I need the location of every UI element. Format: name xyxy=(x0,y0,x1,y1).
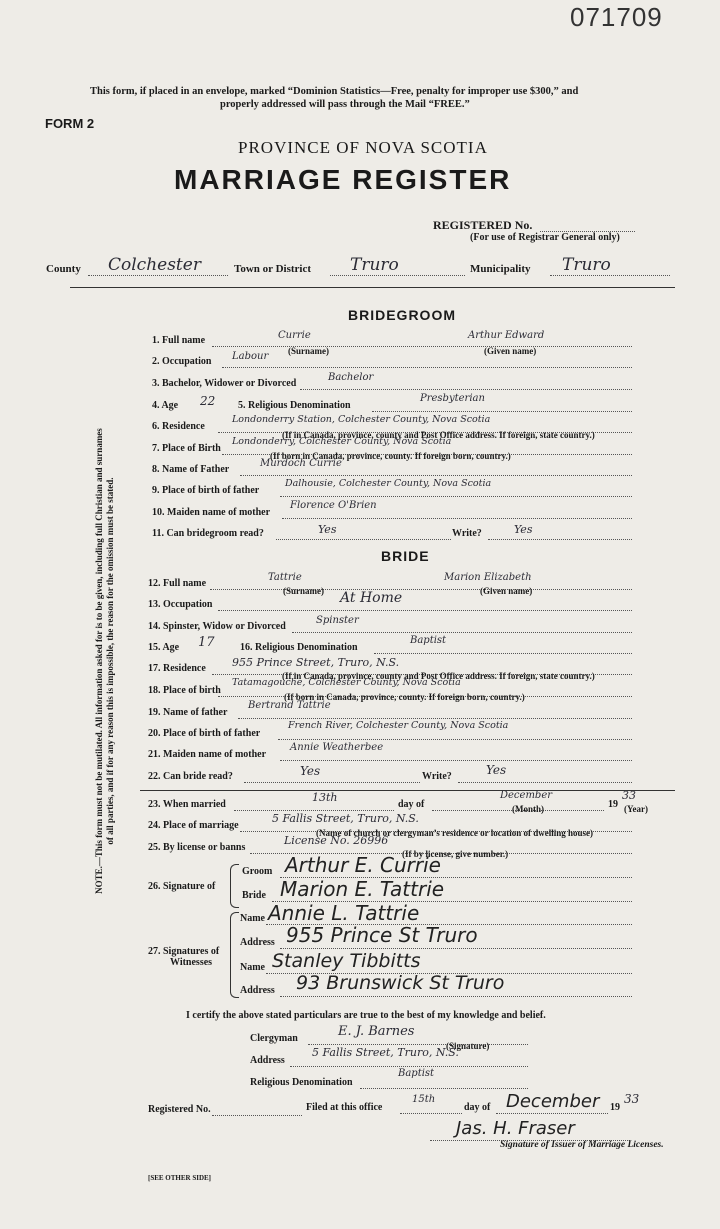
province-heading: PROVINCE OF NOVA SCOTIA xyxy=(238,138,488,157)
groom-write-label: Write? xyxy=(452,528,482,539)
groom-status-label: 3. Bachelor, Widower or Divorced xyxy=(152,378,297,389)
groom-read-label: 11. Can bridegroom read? xyxy=(152,528,264,539)
married-month-caption: (Month) xyxy=(512,804,544,814)
clergy-denomination-label: Religious Denomination xyxy=(250,1077,353,1088)
bride-religion: Baptist xyxy=(410,635,447,646)
witness1-name-label: Name xyxy=(240,913,265,924)
signature-of-label: 26. Signature of xyxy=(148,881,216,892)
married-year-caption: (Year) xyxy=(624,804,648,814)
bride-heading: BRIDE xyxy=(381,548,430,564)
bride-given-caption: (Given name) xyxy=(480,586,533,596)
license-caption: (If by license, give number.) xyxy=(402,849,509,859)
married-month: December xyxy=(500,790,553,801)
license-label: 25. By license or banns xyxy=(148,842,246,853)
bride-signature: Marion E. Tattrie xyxy=(280,877,445,901)
when-married-label: 23. When married xyxy=(148,799,226,810)
witnesses-label-line1: 27. Signatures of xyxy=(148,946,220,957)
groom-birthplace-caption: (If born in Canada, province, county. If foreign born, country.) xyxy=(270,451,511,461)
document-title: MARRIAGE REGISTER xyxy=(174,164,512,195)
witness2-name-label: Name xyxy=(240,962,265,973)
certification-text: I certify the above stated particulars are true to the best of my knowledge and belief. xyxy=(186,1010,546,1021)
bride-father: Bertrand Tattrie xyxy=(248,700,331,711)
bridegroom-heading: BRIDEGROOM xyxy=(348,307,456,323)
issuer-signature: Jas. H. Fraser xyxy=(456,1118,575,1139)
witness2-address: 93 Brunswick St Truro xyxy=(296,972,505,994)
bride-signature-label: Bride xyxy=(242,890,266,901)
filed-day-of-label: day of xyxy=(464,1102,491,1113)
groom-mother-label: 10. Maiden name of mother xyxy=(152,507,271,518)
bride-surname-caption: (Surname) xyxy=(283,586,324,596)
groom-can-read: Yes xyxy=(318,523,337,536)
groom-can-write: Yes xyxy=(514,523,533,536)
bride-father-birth: French River, Colchester County, Nova Scotia xyxy=(288,720,509,731)
groom-residence-caption: (If in Canada, province, county and Post Office address. If foreign, state country.) xyxy=(282,430,595,440)
filed-day: 15th xyxy=(412,1094,436,1105)
postal-notice-line1: This form, if placed in an envelope, marked “Dominion Statistics—Free, penalty for improper use $300,” and xyxy=(90,86,579,97)
municipality-label: Municipality xyxy=(470,263,531,275)
clergyman-label: Clergyman xyxy=(250,1033,298,1044)
municipality-value: Truro xyxy=(562,255,611,275)
bride-occupation: At Home xyxy=(340,590,403,606)
clergyman-signature-caption: (Signature) xyxy=(446,1041,490,1051)
bride-can-write: Yes xyxy=(486,763,507,777)
bride-residence-label: 17. Residence xyxy=(148,663,206,674)
witness1-address-label: Address xyxy=(240,937,275,948)
town-label: Town or District xyxy=(234,263,311,275)
groom-age-label: 4. Age xyxy=(152,400,179,411)
groom-birthplace-label: 7. Place of Birth xyxy=(152,443,221,454)
groom-signature: Arthur E. Currie xyxy=(285,853,441,877)
bride-occupation-label: 13. Occupation xyxy=(148,599,213,610)
bride-given-name: Marion Elizabeth xyxy=(444,572,532,583)
form-label: FORM 2 xyxy=(45,116,95,131)
bride-father-birth-label: 20. Place of birth of father xyxy=(148,728,261,739)
clergy-denomination: Baptist xyxy=(398,1068,435,1079)
license-number: License No. 26996 xyxy=(284,834,389,847)
town-value: Truro xyxy=(350,255,399,275)
filed-year-prefix: 19 xyxy=(610,1102,620,1113)
married-year-prefix: 19 xyxy=(608,799,618,810)
bride-status-label: 14. Spinster, Widow or Divorced xyxy=(148,621,286,632)
groom-father: Murdoch Currie xyxy=(260,458,342,469)
side-note: NOTE.—This form must not be mutilated. All information asked for is to be given, including full Christian and surnames of all parties, and if for any reason this is impossible, the reason for the omission must be stated. xyxy=(94,428,115,894)
bride-surname: Tattrie xyxy=(268,572,302,583)
groom-age: 22 xyxy=(200,394,216,408)
county-value: Colchester xyxy=(108,255,201,275)
married-year: 33 xyxy=(622,789,636,802)
bride-read-label: 22. Can bride read? xyxy=(148,771,233,782)
groom-occupation: Labour xyxy=(232,351,269,362)
bride-religion-label: 16. Religious Denomination xyxy=(240,642,358,653)
issuer-caption: Signature of Issuer of Marriage Licenses. xyxy=(500,1140,664,1150)
bride-residence-caption: (If in Canada, province, county and Post Office address. If foreign, state country.) xyxy=(282,671,595,681)
place-of-marriage-label: 24. Place of marriage xyxy=(148,820,239,831)
clergyman-signature: E. J. Barnes xyxy=(338,1024,415,1039)
bride-father-label: 19. Name of father xyxy=(148,707,228,718)
groom-residence: Londonderry Station, Colchester County, Nova Scotia xyxy=(232,414,491,425)
groom-father-birth-label: 9. Place of birth of father xyxy=(152,485,260,496)
filed-label: Filed at this office xyxy=(306,1102,383,1113)
groom-occupation-label: 2. Occupation xyxy=(152,356,212,367)
groom-residence-label: 6. Residence xyxy=(152,421,205,432)
place-of-marriage-caption: (Name of church or clergyman’s residence or location of dwelling house) xyxy=(316,828,593,838)
bride-write-label: Write? xyxy=(422,771,452,782)
groom-birthplace: Londonderry, Colchester County, Nova Scotia xyxy=(232,436,452,447)
witness1-name: Annie L. Tattrie xyxy=(268,901,420,925)
clergy-address: 5 Fallis Street, Truro, N.S. xyxy=(312,1046,459,1059)
county-label: County xyxy=(46,263,81,275)
bride-can-read: Yes xyxy=(300,764,321,778)
filed-year: 33 xyxy=(624,1092,640,1106)
bride-age: 17 xyxy=(198,635,215,650)
groom-mother: Florence O'Brien xyxy=(290,500,377,511)
registered-no-label: REGISTERED No. xyxy=(433,218,533,232)
groom-surname: Currie xyxy=(278,330,311,341)
bride-status: Spinster xyxy=(316,615,359,626)
married-day: 13th xyxy=(312,791,338,804)
witness1-address: 955 Prince St Truro xyxy=(286,923,478,947)
groom-father-birth: Dalhousie, Colchester County, Nova Scotia xyxy=(285,478,492,489)
filed-month: December xyxy=(506,1091,600,1112)
registrar-note: (For use of Registrar General only) xyxy=(470,232,620,243)
bride-residence: 955 Prince Street, Truro, N.S. xyxy=(232,656,400,669)
witness2-name: Stanley Tibbitts xyxy=(272,950,421,972)
witnesses-label-line2: Witnesses xyxy=(170,957,213,968)
groom-religion: Presbyterian xyxy=(420,393,485,404)
groom-signature-label: Groom xyxy=(242,866,273,877)
bride-full-name-label: 12. Full name xyxy=(148,578,207,589)
groom-given-name: Arthur Edward xyxy=(468,330,545,341)
groom-religion-label: 5. Religious Denomination xyxy=(238,400,351,411)
bride-birthplace-label: 18. Place of birth xyxy=(148,685,221,696)
bride-birthplace-caption: (If born in Canada, province, county. If foreign born, country.) xyxy=(284,692,525,702)
bride-mother: Annie Weatherbee xyxy=(290,742,384,753)
bride-age-label: 15. Age xyxy=(148,642,180,653)
groom-status: Bachelor xyxy=(328,372,374,383)
groom-given-caption: (Given name) xyxy=(484,346,537,356)
groom-full-name-label: 1. Full name xyxy=(152,335,206,346)
groom-father-label: 8. Name of Father xyxy=(152,464,230,475)
postal-notice-line2: properly addressed will pass through the Mail “FREE.” xyxy=(220,99,470,110)
registered-no-footer-label: Registered No. xyxy=(148,1104,211,1115)
clergy-address-label: Address xyxy=(250,1055,285,1066)
married-day-of-label: day of xyxy=(398,799,425,810)
bride-mother-label: 21. Maiden name of mother xyxy=(148,749,267,760)
witness2-address-label: Address xyxy=(240,985,275,996)
groom-surname-caption: (Surname) xyxy=(288,346,329,356)
bride-birthplace: Tatamagouche, Colchester County, Nova Scotia xyxy=(232,677,461,688)
place-of-marriage: 5 Fallis Street, Truro, N.S. xyxy=(272,812,419,825)
see-other-side: [SEE OTHER SIDE] xyxy=(148,1174,212,1182)
document-number: 071709 xyxy=(570,2,663,32)
